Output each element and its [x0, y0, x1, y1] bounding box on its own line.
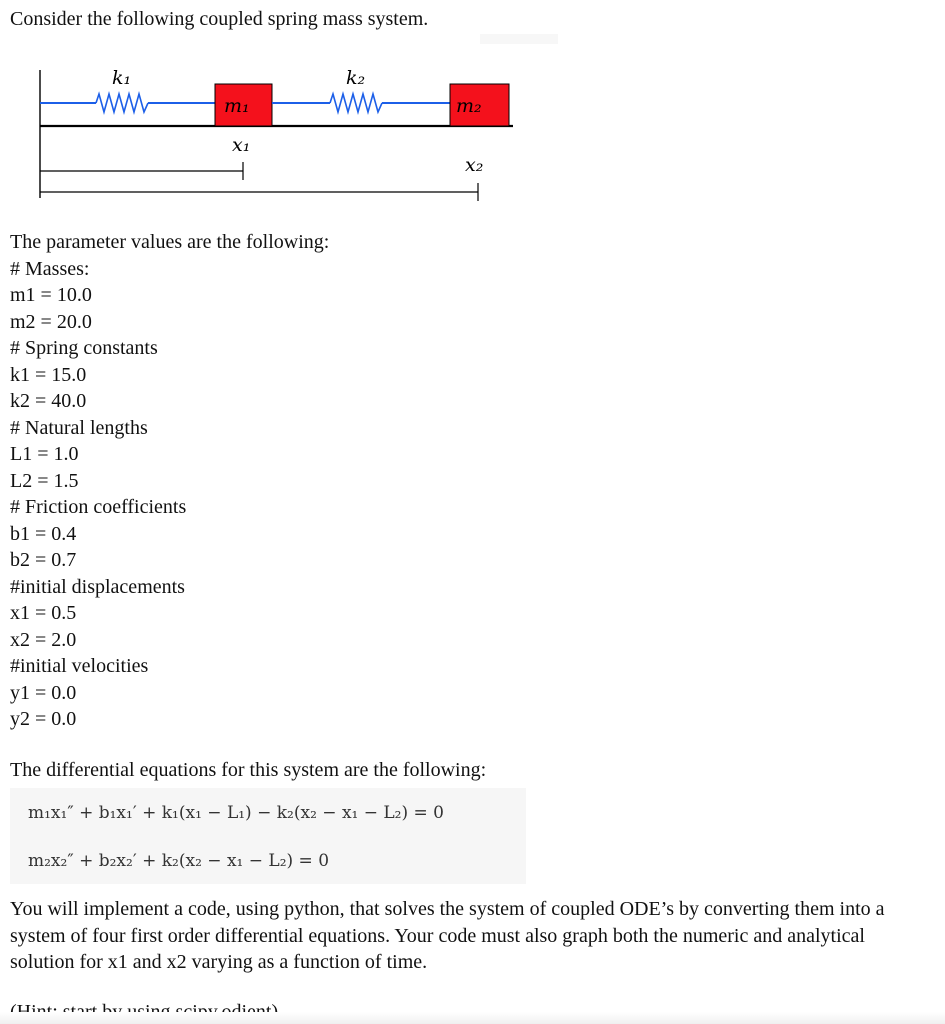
intro-text: Consider the following coupled spring mass system. [10, 8, 429, 30]
spring-mass-diagram [10, 56, 530, 206]
equation-2: m₂x₂″ + b₂x₂′ + k₂(x₂ − x₁ − L₂) = 0 [28, 851, 330, 871]
task-description: You will implement a code, using python, that solves the system of coupled ODE’s by converting them into a system of four first order differential equations. Your code must also graph both the numeric and analytical solution for x1 and x2 varying as a function of time. [10, 898, 885, 973]
spring-k1 [96, 94, 148, 112]
param-line: k1 = 15.0 [10, 363, 87, 386]
param-line: #initial displacements [10, 575, 185, 598]
equation-1: m₁x₁″ + b₁x₁′ + k₁(x₁ − L₁) − k₂(x₂ − x₁ − L₂) = 0 [28, 803, 445, 823]
param-line: # Natural lengths [10, 416, 148, 439]
param-line: b2 = 0.7 [10, 549, 77, 571]
equations-intro: The differential equations for this system are the following: [10, 759, 487, 781]
param-line: k2 = 40.0 [10, 390, 87, 412]
m2-label: m₂ [456, 95, 482, 117]
x1-label: x₁ [232, 134, 251, 156]
param-line: m2 = 20.0 [10, 310, 92, 333]
bottom-fade [0, 1012, 945, 1024]
k2-label: k₂ [346, 67, 366, 89]
parameter-list [10, 229, 329, 733]
param-line: L2 = 1.5 [10, 469, 79, 492]
param-line: # Masses: [10, 257, 90, 280]
param-line: y2 = 0.0 [10, 708, 77, 730]
spring-k2 [330, 94, 382, 112]
param-line: #initial velocities [10, 655, 149, 677]
m1-label: m₁ [224, 95, 250, 117]
param-line: L1 = 1.0 [10, 443, 79, 465]
param-line: y1 = 0.0 [10, 681, 77, 704]
x2-label: x₂ [465, 154, 484, 176]
param-line: x1 = 0.5 [10, 602, 77, 624]
param-line: # Spring constants [10, 337, 158, 359]
param-line: m1 = 10.0 [10, 284, 92, 306]
k1-label: k₁ [112, 67, 132, 89]
param-line: b1 = 0.4 [10, 522, 77, 545]
intro-shade [480, 34, 558, 44]
param-line: # Friction coefficients [10, 496, 187, 518]
equation-block [10, 788, 526, 884]
param-line: The parameter values are the following: [10, 231, 330, 253]
param-line: x2 = 2.0 [10, 628, 77, 651]
